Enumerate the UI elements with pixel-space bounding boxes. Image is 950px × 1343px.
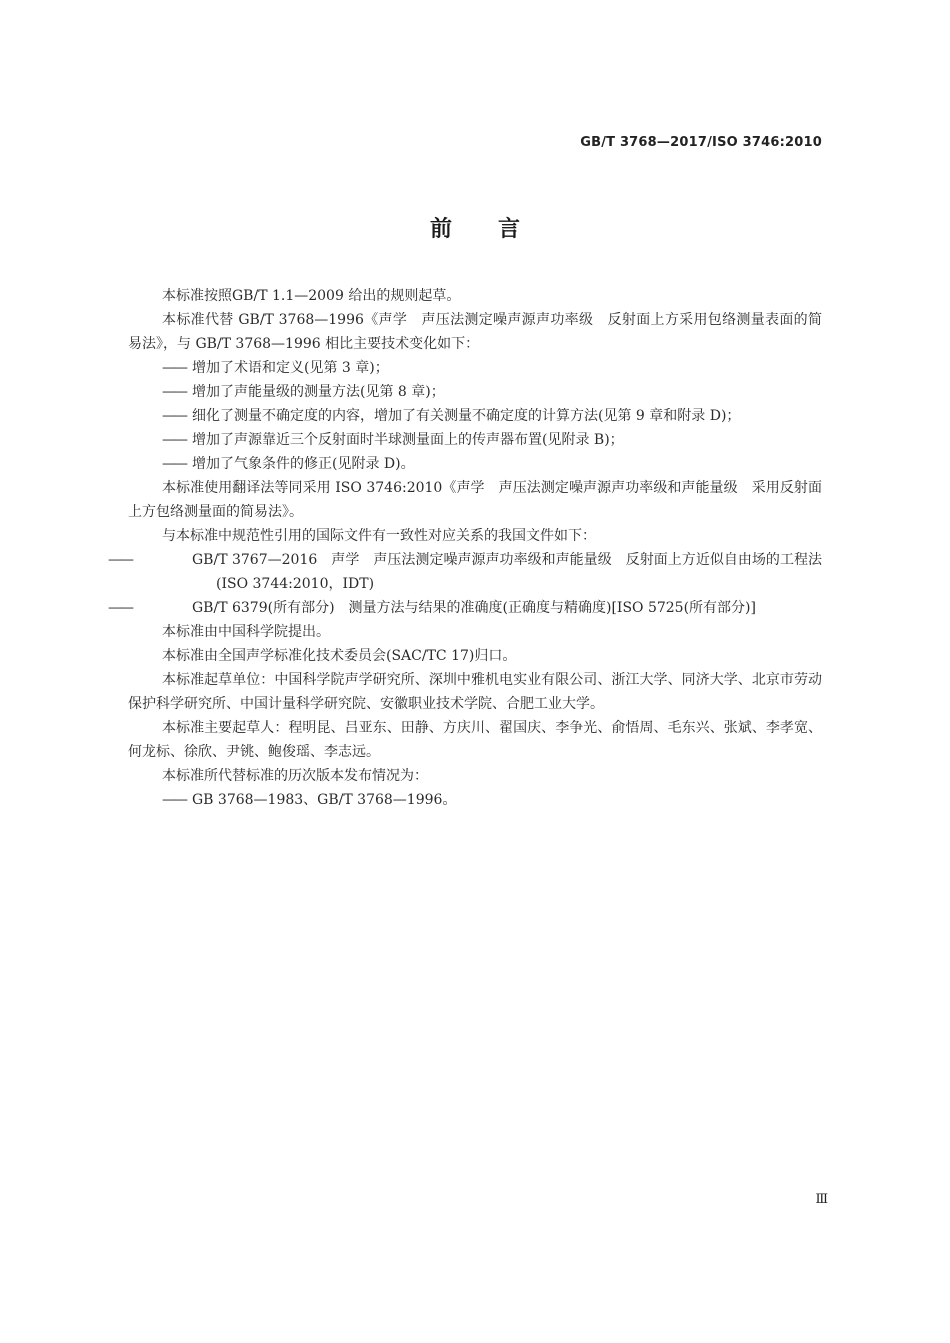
page-title: 前言 [429, 217, 566, 242]
list-item [128, 380, 822, 404]
paragraph-normative-refs: 与本标准中规范性引用的国际文件有一致性对应关系的我国文件如下： [162, 528, 596, 544]
paragraph-previous-editions: 本标准所代替标准的历次版本发布情况为： [162, 768, 428, 784]
paragraph-drafting-units: 本标准起草单位：中国科学院声学研究所、深圳中雅机电实业有限公司、浙江大学、同济大学、北京市劳动保护科学研究所、中国计量科学研究院、安徽职业技术学院、合肥工业大学。 [128, 672, 822, 712]
dash-marker: —— [162, 408, 186, 424]
paragraph-proposed-by: 本标准由中国科学院提出。 [162, 624, 330, 640]
list-item-text: 增加了声源靠近三个反射面时半球测量面上的传声器布置(见附录 B)； [192, 432, 624, 448]
list-item-text: GB 3768—1983、GB/T 3768—1996。 [192, 792, 457, 808]
list-item-text: 细化了测量不确定度的内容，增加了有关测量不确定度的计算方法(见第 9 章和附录 D)； [192, 408, 741, 424]
list-item-text: 增加了术语和定义(见第 3 章)； [192, 360, 389, 376]
dash-marker: —— [162, 792, 186, 808]
paragraph-drafting-rules: 本标准按照GB/T 1.1—2009 给出的规则起草。 [162, 288, 461, 304]
list-item-text: GB/T 3767—2016 声学 声压法测定噪声源声功率级和声能量级 反射面上方近似自由场的工程法(ISO 3744:2010，IDT) [192, 552, 822, 592]
dash-marker: —— [108, 600, 132, 616]
list-item-text: 增加了气象条件的修正(见附录 D)。 [192, 456, 415, 472]
list-item [128, 404, 822, 428]
list-item [128, 788, 822, 812]
standard-number: GB/T 3768—2017/ISO 3746:2010 [580, 135, 822, 150]
list-item [128, 428, 822, 452]
paragraph-iso-adoption: 本标准使用翻译法等同采用 ISO 3746:2010《声学 声压法测定噪声源声功率级和声能量级 采用反射面上方包络测量面的简易法》。 [128, 480, 822, 520]
dash-marker: —— [108, 552, 132, 568]
list-item [128, 452, 822, 476]
foreword-body [108, 284, 822, 812]
paragraph-replaces: 本标准代替 GB/T 3768—1996《声学 声压法测定噪声源声功率级 反射面上方采用包络测量表面的简易法》，与 GB/T 3768—1996 相比主要技术变化如下： [128, 312, 822, 352]
dash-marker: —— [162, 432, 186, 448]
paragraph-under-jurisdiction: 本标准由全国声学标准化技术委员会(SAC/TC 17)归口。 [162, 648, 517, 664]
list-item [108, 596, 822, 620]
list-item-text: GB/T 6379(所有部分) 测量方法与结果的准确度(正确度与精确度)[ISO 5725(所有部分)] [192, 600, 756, 616]
page-number: Ⅲ [815, 1192, 828, 1207]
list-item-text: 增加了声能量级的测量方法(见第 8 章)； [192, 384, 445, 400]
dash-marker: —— [162, 384, 186, 400]
list-item [108, 548, 822, 596]
dash-marker: —— [162, 360, 186, 376]
list-item [128, 356, 822, 380]
paragraph-drafters: 本标准主要起草人：程明昆、吕亚东、田静、方庆川、翟国庆、李争光、俞悟周、毛东兴、张斌、李孝宽、何龙标、徐欣、尹铫、鲍俊瑶、李志远。 [128, 720, 822, 760]
dash-marker: —— [162, 456, 186, 472]
